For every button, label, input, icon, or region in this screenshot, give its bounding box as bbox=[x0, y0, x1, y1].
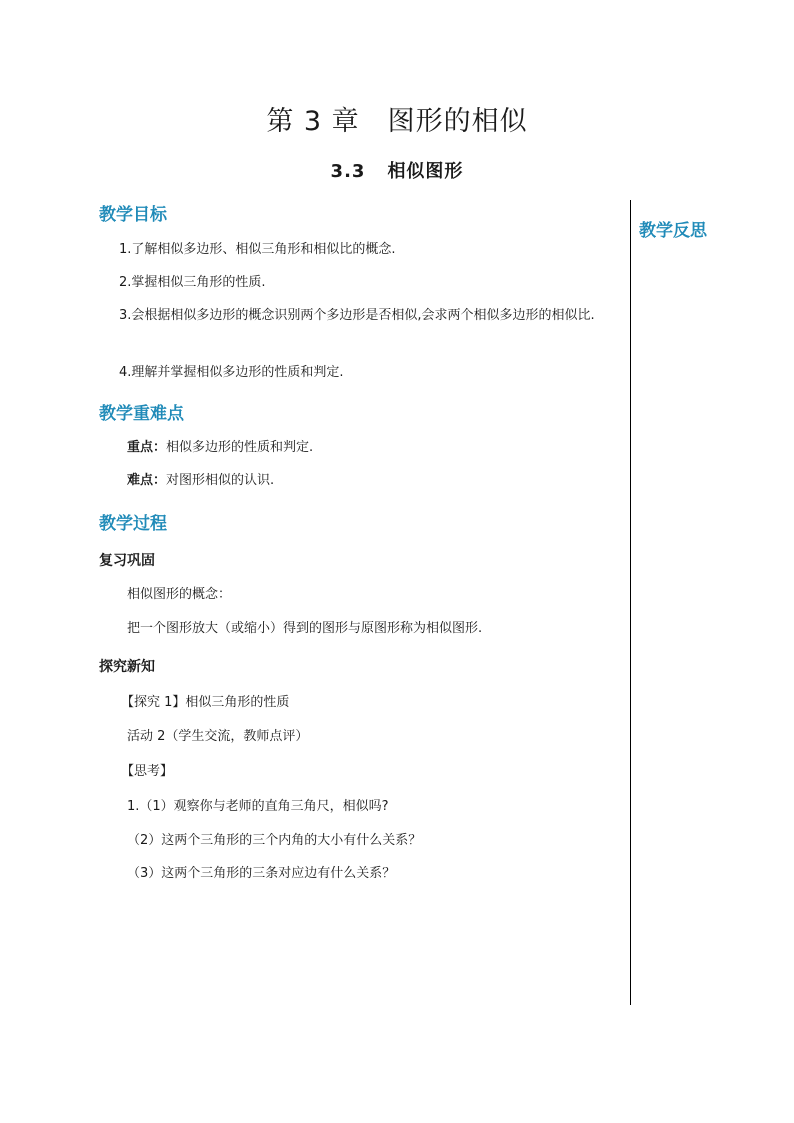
question-2: （2）这两个三角形的三个内角的大小有什么关系？ bbox=[127, 833, 422, 848]
objectives-heading: 教学目标 bbox=[99, 205, 167, 225]
explore-heading: 探究新知 bbox=[99, 659, 155, 675]
focus-label: 重点： bbox=[127, 440, 167, 455]
difficulty-label: 难点： bbox=[127, 473, 167, 488]
key-points-heading: 教学重难点 bbox=[99, 404, 184, 424]
chapter-title bbox=[0, 99, 794, 138]
question-3: （3）这两个三角形的三条对应边有什么关系？ bbox=[127, 866, 396, 881]
reflection-heading: 教学反思 bbox=[639, 221, 707, 241]
section-title bbox=[0, 157, 794, 183]
focus-line bbox=[127, 440, 313, 456]
review-line-1: 相似图形的概念： bbox=[127, 587, 232, 602]
inquiry-title: 【探究 1】相似三角形的性质 bbox=[121, 695, 290, 710]
objective-item-2: 2.掌握相似三角形的性质. bbox=[119, 275, 266, 290]
review-line-2: 把一个图形放大（或缩小）得到的图形与原图形称为相似图形. bbox=[127, 621, 483, 636]
chapter-prefix: 第 3 章 bbox=[266, 106, 360, 137]
difficulty-line bbox=[127, 473, 274, 489]
objective-item-4: 4.理解并掌握相似多边形的性质和判定. bbox=[119, 365, 344, 380]
activity-line: 活动 2（学生交流，教师点评） bbox=[127, 729, 309, 744]
objective-item-3: 3.会根据相似多边形的概念识别两个多边形是否相似,会求两个相似多边形的相似比. bbox=[119, 308, 595, 323]
think-label: 【思考】 bbox=[121, 764, 174, 779]
section-name: 相似图形 bbox=[387, 161, 464, 182]
question-1: 1.（1）观察你与老师的直角三角尺，相似吗? bbox=[127, 799, 389, 814]
process-heading: 教学过程 bbox=[99, 514, 167, 534]
objective-item-1: 1.了解相似多边形、相似三角形和相似比的概念. bbox=[119, 242, 396, 257]
chapter-name: 图形的相似 bbox=[387, 106, 528, 137]
focus-text: 相似多边形的性质和判定. bbox=[166, 440, 314, 455]
review-heading: 复习巩固 bbox=[99, 553, 155, 569]
section-number: 3.3 bbox=[330, 161, 366, 182]
difficulty-text: 对图形相似的认识. bbox=[166, 473, 275, 488]
column-divider bbox=[630, 200, 631, 1005]
